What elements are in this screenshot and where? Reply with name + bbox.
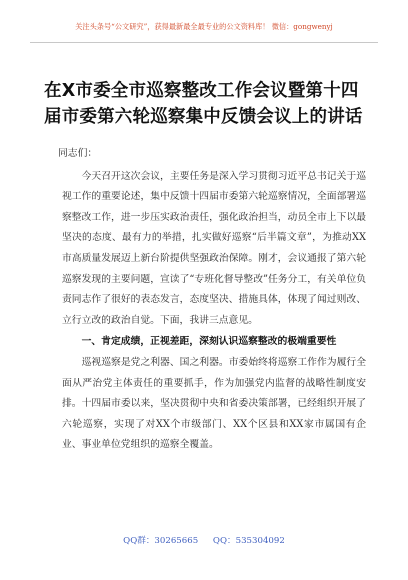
header-divider bbox=[30, 42, 378, 43]
footer-qq-group: QQ群：30265665 bbox=[123, 536, 199, 546]
body-paragraph: 今天召开这次会议，主要任务是深入学习贯彻习近平总书记关于巡视工作的重要论述，集中反馈十四届市委第六轮巡察情况，全面部署巡察整改工作，进一步压实政治责任，强化政治担当，动员全市上下以最坚决的态度、最有力的举措，扎实做好巡察“后半篇文章”，为推动XX市高质量发展迈上新台阶提供坚强政治保障。刚才，会议通报了第六轮巡察发现的主要问题，宣读了“专班化督导整改”任务分工，有关单位负责同志作了很好的表态发言，态度坚决、措施具体，体现了闻过则改、立行立改的政治自觉。下面，我讲三点意见。 bbox=[62, 170, 366, 326]
document-title-line: 届市委第六轮巡察集中反馈会议上的讲话 bbox=[44, 107, 363, 127]
salutation: 同志们： bbox=[58, 148, 98, 159]
footer-contact bbox=[0, 534, 408, 546]
section-heading: 一、肯定成绩，正视差距，深刻认识巡察整改的极端重要性 bbox=[81, 336, 337, 348]
document-title-line: 在X市委全市巡察整改工作会议暨第十四 bbox=[44, 81, 359, 101]
document-title bbox=[44, 78, 378, 130]
header-banner: 关注头条号“公文研究”，获得最新最全最专业的公文资料库！ 微信：gongwenyj bbox=[75, 22, 333, 31]
body-paragraph: 巡视巡察是党之利器、国之利器。市委始终将巡察工作作为履行全面从严治党主体责任的重要抓手，作为加强党内监督的战略性制度安排。十四届市委以来，坚决贯彻中央和省委决策部署，已经组织开展了六轮巡察，实现了对XX个市级部门、XX个区县和XX家市属国有企业、事业单位党组织的巡察全覆盖。 bbox=[62, 356, 366, 451]
document-body bbox=[58, 144, 366, 456]
footer-qq: QQ：535304092 bbox=[212, 536, 285, 546]
